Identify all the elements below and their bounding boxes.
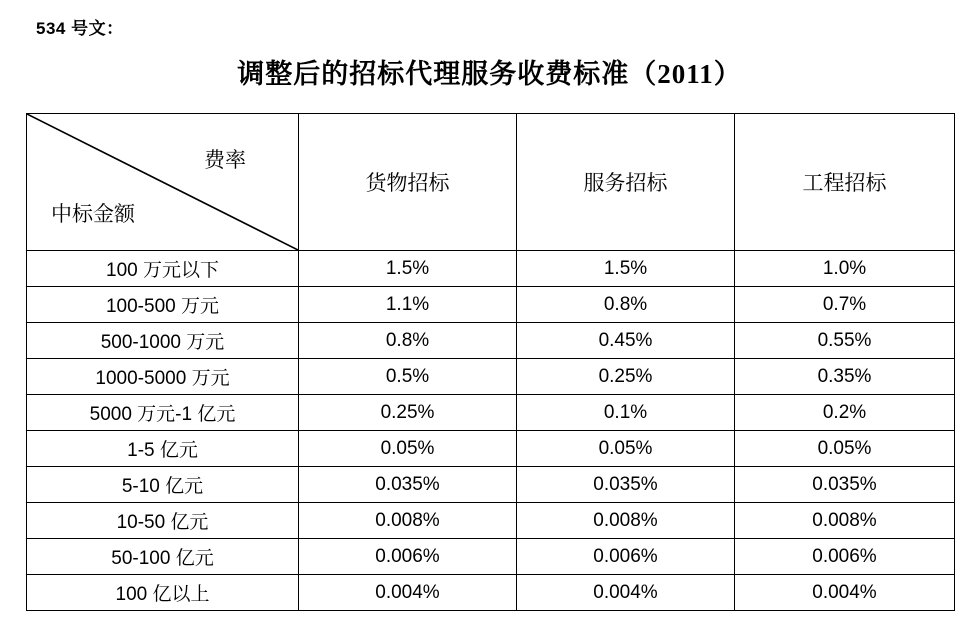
- fee-standard-table: [26, 113, 955, 611]
- row-service-rate: 0.035%: [517, 467, 735, 503]
- table-row: [27, 539, 955, 575]
- diagonal-line-icon: [27, 114, 298, 250]
- row-goods-rate: 1.5%: [299, 251, 517, 287]
- row-range: 10-50 亿元: [27, 503, 299, 539]
- table-row: [27, 431, 955, 467]
- column-header-goods: 货物招标: [299, 114, 517, 251]
- corner-label-rate: 费率: [204, 148, 246, 172]
- row-works-rate: 0.008%: [735, 503, 955, 539]
- row-service-rate: 0.008%: [517, 503, 735, 539]
- row-works-rate: 0.004%: [735, 575, 955, 611]
- row-service-rate: 0.004%: [517, 575, 735, 611]
- row-goods-rate: 0.5%: [299, 359, 517, 395]
- table-row: [27, 395, 955, 431]
- table-corner-cell: [27, 114, 299, 251]
- table-row: [27, 287, 955, 323]
- row-service-rate: 0.45%: [517, 323, 735, 359]
- row-works-rate: 0.006%: [735, 539, 955, 575]
- table-row: [27, 251, 955, 287]
- page-title: 调整后的招标代理服务收费标准（2011）: [237, 59, 742, 89]
- row-works-rate: 0.35%: [735, 359, 955, 395]
- row-range: 1000-5000 万元: [27, 359, 299, 395]
- table-row: [27, 575, 955, 611]
- row-goods-rate: 0.006%: [299, 539, 517, 575]
- row-range: 5000 万元-1 亿元: [27, 395, 299, 431]
- row-works-rate: 0.05%: [735, 431, 955, 467]
- table-row: [27, 503, 955, 539]
- row-range: 100-500 万元: [27, 287, 299, 323]
- row-works-rate: 0.7%: [735, 287, 955, 323]
- column-header-service: 服务招标: [517, 114, 735, 251]
- row-range: 500-1000 万元: [27, 323, 299, 359]
- row-goods-rate: 0.25%: [299, 395, 517, 431]
- row-works-rate: 0.2%: [735, 395, 955, 431]
- row-range: 1-5 亿元: [27, 431, 299, 467]
- corner-label-amount: 中标金额: [51, 202, 135, 226]
- row-service-rate: 0.1%: [517, 395, 735, 431]
- row-service-rate: 0.25%: [517, 359, 735, 395]
- table-row: [27, 323, 955, 359]
- table-row: [27, 359, 955, 395]
- row-service-rate: 0.8%: [517, 287, 735, 323]
- table-row: [27, 467, 955, 503]
- row-range: 50-100 亿元: [27, 539, 299, 575]
- row-goods-rate: 0.008%: [299, 503, 517, 539]
- row-works-rate: 1.0%: [735, 251, 955, 287]
- row-goods-rate: 0.035%: [299, 467, 517, 503]
- fee-standard-table-wrapper: [26, 113, 954, 611]
- row-goods-rate: 0.004%: [299, 575, 517, 611]
- row-works-rate: 0.55%: [735, 323, 955, 359]
- column-header-works: 工程招标: [735, 114, 955, 251]
- table-header-row: [27, 114, 955, 251]
- row-service-rate: 1.5%: [517, 251, 735, 287]
- row-range: 100 亿以上: [27, 575, 299, 611]
- row-service-rate: 0.006%: [517, 539, 735, 575]
- document-note: 534 号文：: [36, 19, 124, 38]
- row-range: 100 万元以下: [27, 251, 299, 287]
- row-goods-rate: 0.8%: [299, 323, 517, 359]
- row-goods-rate: 0.05%: [299, 431, 517, 467]
- row-service-rate: 0.05%: [517, 431, 735, 467]
- row-goods-rate: 1.1%: [299, 287, 517, 323]
- row-range: 5-10 亿元: [27, 467, 299, 503]
- row-works-rate: 0.035%: [735, 467, 955, 503]
